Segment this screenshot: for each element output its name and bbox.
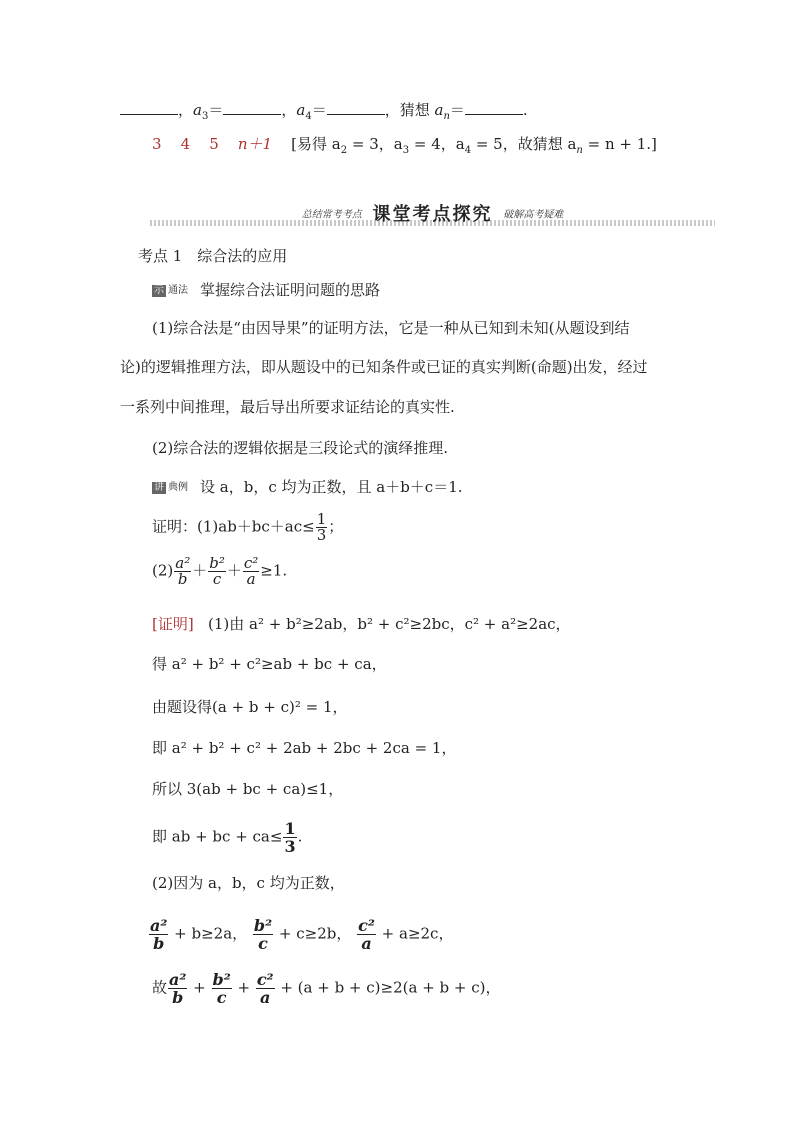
answer-an: n＋1 [237, 135, 273, 153]
fraction-b2-c-large: $\frac{\text{b²}}{c}$ [212, 970, 231, 1007]
paragraph-1-line-3: 一系列中间推理，最后导出所要求证结论的真实性. [120, 398, 455, 416]
fraction-a2-b: $\frac{\text{a²}}{b}$ [175, 554, 191, 588]
section-banner [150, 200, 715, 226]
separator: ， [281, 101, 297, 119]
answer-explanation: [易得 $a_2 = 3$，$a_3 = 4$，$a_4 = 5$，故猜想 $a_n = n + 1$.] [291, 135, 657, 156]
fraction-c2-a: $\frac{\text{c²}}{a}$ [243, 554, 259, 588]
proof-goal-1: 证明：(1)ab＋bc＋ac≤ $\frac{1}{3}$ ； [152, 510, 344, 544]
fraction-one-third-large: $\frac{1}{3}$ [284, 819, 296, 856]
banner-title: 课堂考点探究 [372, 204, 493, 225]
a3-subscript: 3 [201, 111, 209, 122]
equals: ＝ [208, 101, 224, 119]
a4-subscript: 4 [305, 111, 312, 122]
fraction-c2-a-large: $\frac{\text{c²}}{a}$ [358, 916, 375, 953]
blank-a4[interactable] [327, 100, 385, 115]
separator: ， [178, 101, 194, 119]
fraction-a2-b-large: $\frac{\text{a²}}{b}$ [150, 916, 168, 953]
fraction-c2-a-large: $\frac{\text{c²}}{a}$ [256, 970, 274, 1007]
proof-line-3: 由题设得(a + b + c)² = 1， [152, 698, 348, 716]
fraction-a2-b-large: $\frac{\text{a²}}{b}$ [169, 970, 187, 1007]
proof-line-9: 故 $\frac{\text{a²}}{b}$ + $\frac{\text{b²}}{c}$ + $\frac{\text{c²}}{a}$ + (a + b + c)≥2(a + b + c)， [152, 970, 501, 1007]
example-heading [152, 477, 463, 498]
proof-line-5: 所以 3(ab + bc + ca)≤1， [152, 780, 344, 798]
proof-line-7: (2)因为 a，b，c 均为正数， [152, 874, 345, 892]
paragraph-2: (2)综合法的逻辑依据是三段论式的演绎推理. [152, 439, 449, 457]
proof-goal-2: (2) $\frac{\text{a²}}{b}$ ＋ $\frac{\text{b²}}{c}$ ＋ $\frac{\text{c²}}{a}$ ≥1. [152, 554, 288, 588]
proof-line-2: 得 a² + b² + c²≥ab + bc + ca， [152, 655, 387, 673]
fraction-b2-c: $\frac{\text{b²}}{c}$ [209, 554, 225, 588]
method-tag-icon: 示 [154, 285, 164, 296]
an-label: a [434, 101, 444, 119]
method-heading [152, 280, 380, 301]
answer-a2: 3 [152, 135, 162, 153]
banner-right-text: 破解高考疑难 [503, 209, 564, 221]
proof-label: [证明] [152, 615, 194, 633]
answer-a3: 4 [180, 135, 191, 153]
method-title: 掌握综合法证明问题的思路 [200, 281, 381, 299]
paragraph-1-line-1: (1)综合法是“由因导果”的证明方法，它是一种从已知到未知(从题设到结 [152, 319, 630, 337]
example-statement: 设 a，b，c 均为正数，且 a＋b＋c＝1. [200, 478, 463, 496]
guess-label: ，猜想 [384, 101, 435, 119]
a3-label: a [193, 101, 202, 119]
proof-line-1: [证明] (1)由 a² + b²≥2ab，b² + c²≥2bc，c² + a²≥2ac， [152, 615, 571, 633]
method-tag-label: 通法 [168, 285, 188, 296]
example-tag-icon: 讲 [154, 482, 164, 493]
an-subscript: n [443, 111, 450, 122]
proof-line-4: 即 a² + b² + c² + 2ab + 2bc + 2ca = 1， [152, 739, 457, 757]
section-title: 考点 1 综合法的应用 [138, 247, 288, 265]
banner-left-text: 总结常考考点 [301, 209, 362, 221]
proof-line-8: $\frac{\text{a²}}{b}$ + b≥2a， $\frac{\text{b²}}{c}$ + c≥2b， $\frac{\text{c²}}{a}$ + a≥2c， [150, 916, 454, 953]
example-tag-label: 典例 [168, 482, 188, 493]
fraction-b2-c-large: $\frac{\text{b²}}{c}$ [253, 916, 273, 953]
equals: ＝ [311, 101, 327, 119]
proof-line-6: 即 ab + bc + ca≤ $\frac{1}{3}$ . [152, 819, 303, 856]
blank-an[interactable] [465, 100, 523, 115]
a4-label: a [296, 101, 306, 119]
fraction-one-third: $\frac{1}{3}$ [316, 510, 327, 544]
blank-a3[interactable] [223, 100, 281, 115]
answer-a4: 5 [209, 135, 219, 153]
blank-a2[interactable] [120, 100, 178, 115]
period: . [522, 101, 528, 119]
answer-line [152, 134, 657, 161]
equals: ＝ [449, 101, 465, 119]
fill-in-line [120, 100, 528, 127]
paragraph-1-line-2: 论)的逻辑推理方法，即从题设中的已知条件或已证的真实判断(命题)出发，经过 [120, 358, 648, 376]
